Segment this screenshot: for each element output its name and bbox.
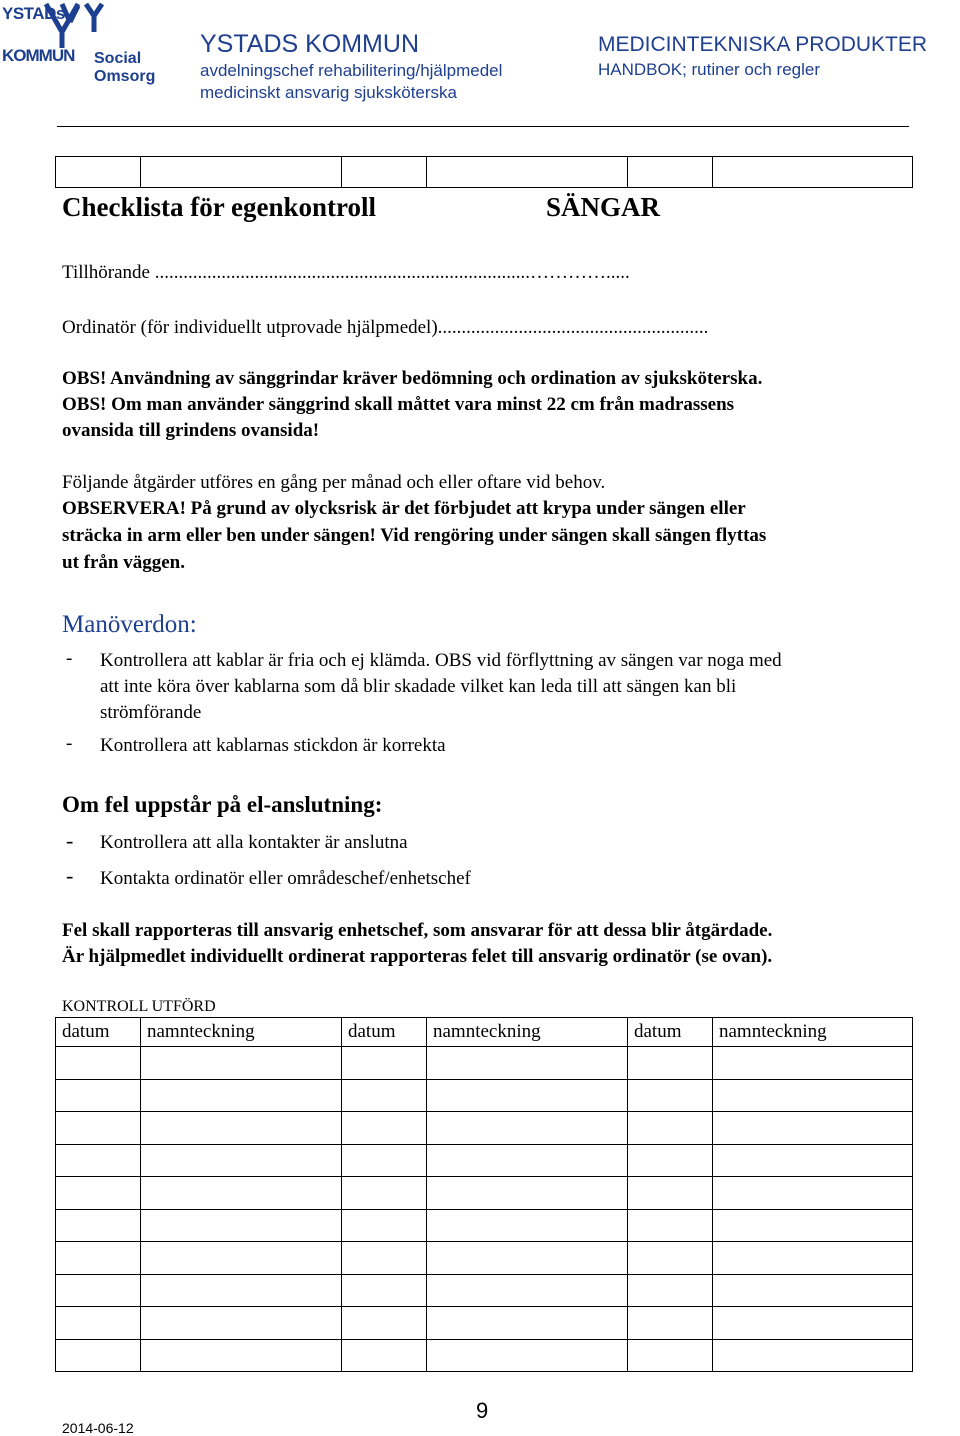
- kontroll-cell: [628, 1242, 713, 1275]
- page-number: 9: [476, 1398, 489, 1423]
- kontroll-cell: [713, 1274, 913, 1307]
- kontroll-cell: [141, 1242, 342, 1275]
- bullet-dash: -: [66, 863, 74, 888]
- kontroll-empty-row: [56, 1112, 913, 1145]
- kontroll-cell: [427, 1242, 628, 1275]
- kontroll-cell: [141, 1177, 342, 1210]
- logo-ystads-text: YSTADs: [2, 4, 65, 23]
- kontroll-empty-row: [56, 1144, 913, 1177]
- frequency-note: Följande åtgärder utföres en gång per månad och eller oftare vid behov.: [62, 472, 606, 493]
- kontroll-cell: [56, 1242, 141, 1275]
- report-line-2: Är hjälpmedlet individuellt ordinerat rapporteras felet till ansvarig ordinatör (se ovan).: [62, 946, 773, 967]
- org-name: YSTADS KOMMUN: [200, 30, 419, 58]
- bullet-dash: -: [66, 648, 73, 669]
- kontroll-cell: [342, 1307, 427, 1340]
- top-empty-grid: [55, 156, 913, 188]
- checklist-subject: SÄNGAR: [546, 192, 661, 222]
- kontroll-cell: [342, 1209, 427, 1242]
- kontroll-cell: [427, 1047, 628, 1080]
- kontroll-cell: [141, 1307, 342, 1340]
- footer-date: 2014-06-12: [62, 1420, 134, 1436]
- kontroll-empty-row: [56, 1079, 913, 1112]
- org-line-1: avdelningschef rehabilitering/hjälpmedel: [200, 61, 503, 80]
- column-header: datum: [342, 1018, 427, 1047]
- kontroll-empty-row: [56, 1274, 913, 1307]
- kontroll-cell: [427, 1177, 628, 1210]
- logo-emblem-icon: [40, 2, 108, 50]
- kontroll-cell: [628, 1047, 713, 1080]
- kontroll-cell: [628, 1209, 713, 1242]
- kontroll-cell: [141, 1274, 342, 1307]
- kontroll-cell: [427, 1307, 628, 1340]
- org-subtitle: [200, 60, 502, 104]
- kontroll-cell: [342, 1112, 427, 1145]
- kontroll-cell: [141, 1047, 342, 1080]
- kontroll-cell: [342, 1047, 427, 1080]
- kontroll-cell: [427, 1209, 628, 1242]
- report-line-1: Fel skall rapporteras till ansvarig enhetschef, som ansvarar för att dessa blir åtgärdade.: [62, 920, 773, 941]
- obs-note-2b: ovansida till grindens ovansida!: [62, 420, 320, 441]
- column-header: datum: [628, 1018, 713, 1047]
- kontroll-empty-row: [56, 1047, 913, 1080]
- ordinator-field: Ordinatör (för individuellt utprovade hjälpmedel).........................................................: [62, 317, 709, 338]
- kontroll-cell: [56, 1079, 141, 1112]
- kontroll-empty-row: [56, 1177, 913, 1210]
- handbook-subtitle: HANDBOK; rutiner och regler: [598, 60, 821, 79]
- kontroll-cell: [56, 1339, 141, 1372]
- kontroll-cell: [141, 1112, 342, 1145]
- kontroll-cell: [628, 1339, 713, 1372]
- handbook-title: MEDICINTEKNISKA PRODUKTER: [598, 33, 928, 56]
- kontroll-cell: [342, 1242, 427, 1275]
- kontroll-cell: [713, 1144, 913, 1177]
- grid-cell: [342, 157, 427, 188]
- grid-cell: [56, 157, 141, 188]
- header-divider: [57, 126, 909, 127]
- kontroll-cell: [141, 1339, 342, 1372]
- grid-cell: [141, 157, 342, 188]
- manoverdon-item-1-line-3: strömförande: [100, 702, 202, 723]
- elfel-heading: Om fel uppstår på el-anslutning:: [62, 792, 383, 817]
- manoverdon-item-1: [100, 648, 910, 726]
- tillhorande-field: Tillhörande ...............................................................................………….....: [62, 262, 630, 283]
- kontroll-empty-row: [56, 1209, 913, 1242]
- kontroll-cell: [628, 1307, 713, 1340]
- kontroll-header-row: [56, 1018, 913, 1047]
- kontroll-cell: [427, 1144, 628, 1177]
- grid-cell: [713, 157, 913, 188]
- kontroll-table: [55, 1017, 913, 1372]
- kontroll-cell: [628, 1177, 713, 1210]
- kontroll-empty-row: [56, 1339, 913, 1372]
- kontroll-cell: [628, 1274, 713, 1307]
- kontroll-cell: [342, 1274, 427, 1307]
- org-line-2: medicinskt ansvarig sjuksköterska: [200, 83, 457, 102]
- elfel-item-2: Kontakta ordinatör eller områdeschef/enhetschef: [100, 868, 471, 889]
- kontroll-cell: [56, 1112, 141, 1145]
- checklist-title: Checklista för egenkontroll: [62, 192, 376, 222]
- kontroll-title: KONTROLL UTFÖRD: [62, 998, 216, 1015]
- grid-cell: [427, 157, 628, 188]
- observera-line-2: sträcka in arm eller ben under sängen! Vid rengöring under sängen skall sängen flyttas: [62, 525, 767, 546]
- kontroll-cell: [342, 1177, 427, 1210]
- logo-social-omsorg-text: Social Omsorg: [94, 50, 156, 85]
- kontroll-cell: [628, 1144, 713, 1177]
- kontroll-cell: [713, 1079, 913, 1112]
- kontroll-cell: [56, 1047, 141, 1080]
- kontroll-cell: [427, 1079, 628, 1112]
- manoverdon-item-1-line-2: att inte köra över kablarna som då blir skadade vilket kan leda till att sängen kan bli: [100, 676, 737, 697]
- kontroll-cell: [713, 1112, 913, 1145]
- bullet-dash: -: [66, 828, 74, 853]
- column-header: namnteckning: [713, 1018, 913, 1047]
- kontroll-cell: [628, 1079, 713, 1112]
- kontroll-cell: [342, 1079, 427, 1112]
- kontroll-cell: [141, 1144, 342, 1177]
- kontroll-cell: [713, 1177, 913, 1210]
- kontroll-cell: [56, 1209, 141, 1242]
- kontroll-cell: [713, 1339, 913, 1372]
- elfel-item-1: Kontrollera att alla kontakter är anslutna: [100, 832, 408, 853]
- kontroll-cell: [427, 1112, 628, 1145]
- obs-note-2a: OBS! Om man använder sänggrind skall måttet vara minst 22 cm från madrassens: [62, 394, 735, 415]
- manoverdon-item-1-line-1: Kontrollera att kablar är fria och ej klämda. OBS vid förflyttning av sängen var noga med: [100, 650, 782, 671]
- kontroll-empty-row: [56, 1242, 913, 1275]
- kontroll-cell: [713, 1047, 913, 1080]
- column-header: namnteckning: [141, 1018, 342, 1047]
- kontroll-cell: [713, 1209, 913, 1242]
- kontroll-cell: [427, 1274, 628, 1307]
- manoverdon-item-2: Kontrollera att kablarnas stickdon är korrekta: [100, 735, 446, 756]
- kontroll-cell: [56, 1307, 141, 1340]
- bullet-dash: -: [66, 733, 73, 754]
- grid-cell: [628, 157, 713, 188]
- kontroll-cell: [628, 1112, 713, 1145]
- manoverdon-heading: Manöverdon:: [62, 611, 197, 638]
- kontroll-cell: [141, 1079, 342, 1112]
- kontroll-cell: [342, 1339, 427, 1372]
- column-header: namnteckning: [427, 1018, 628, 1047]
- ystad-kommun-logo: [2, 2, 192, 85]
- kontroll-cell: [141, 1209, 342, 1242]
- kontroll-cell: [342, 1144, 427, 1177]
- logo-kommun-text: KOMMUN: [2, 46, 75, 65]
- kontroll-cell: [713, 1242, 913, 1275]
- kontroll-cell: [713, 1307, 913, 1340]
- column-header: datum: [56, 1018, 141, 1047]
- kontroll-cell: [56, 1177, 141, 1210]
- kontroll-empty-row: [56, 1307, 913, 1340]
- obs-note-1: OBS! Användning av sänggrindar kräver bedömning och ordination av sjuksköterska.: [62, 368, 763, 389]
- kontroll-cell: [56, 1274, 141, 1307]
- observera-line-3: ut från väggen.: [62, 552, 185, 573]
- kontroll-cell: [56, 1144, 141, 1177]
- kontroll-cell: [427, 1339, 628, 1372]
- observera-line-1: OBSERVERA! På grund av olycksrisk är det förbjudet att krypa under sängen eller: [62, 498, 746, 519]
